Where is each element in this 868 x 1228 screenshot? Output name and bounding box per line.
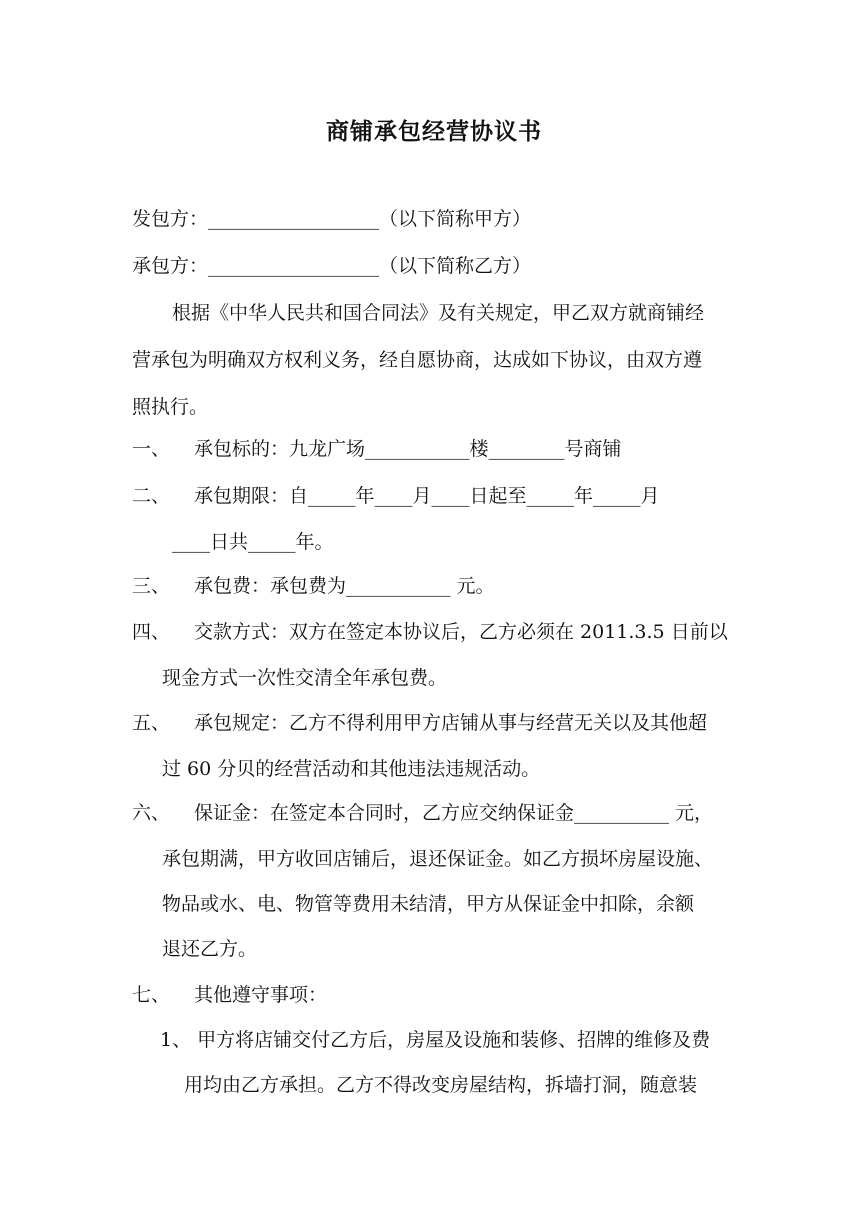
document-title: 商铺承包经营协议书 [326,119,542,145]
party-a-line: 发包方：__________________（以下简称甲方） [132,208,532,230]
clause-number: 四、 [132,621,171,643]
party-b-line: 承包方：__________________（以下简称乙方） [132,255,532,277]
clause-text: 交款方式：双方在签定本协议后，乙方必须在 2011.3.5 日前以 [194,621,728,643]
clause-text: 现金方式一次性交清全年承包费。 [162,667,448,689]
preamble-line: 照执行。 [132,396,209,418]
clause-number: 六、 [132,802,171,824]
clause-text: 保证金：在签定本合同时，乙方应交纳保证金__________ 元， [194,802,714,824]
clause-text: 承包期限：自_____年____月____日起至_____年_____月 [194,485,660,507]
sub-clause-text: 1、 甲方将店铺交付乙方后，房屋及设施和装修、招牌的维修及费 [160,1029,711,1051]
clause-text: 承包规定：乙方不得利用甲方店铺从事与经营无关以及其他超 [194,712,708,734]
clause-text: 过 60 分贝的经营活动和其他违法违规活动。 [162,758,541,780]
clause-text: 其他遵守事项： [194,984,328,1006]
preamble-line: 根据《中华人民共和国合同法》及有关规定，甲乙双方就商铺经 [172,302,705,324]
clause-text: 承包标的：九龙广场___________楼________号商铺 [194,438,622,460]
clause-number: 二、 [132,485,171,507]
sub-clause-text: 用均由乙方承担。乙方不得改变房屋结构，拆墙打洞，随意装 [184,1074,698,1096]
clause-number: 五、 [132,712,171,734]
clause-number: 七、 [132,984,171,1006]
clause-number: 三、 [132,575,171,597]
clause-text: 承包费：承包费为___________ 元。 [194,575,495,597]
clause-number: 一、 [132,438,171,460]
clause-text: 承包期满，甲方收回店铺后，退还保证金。如乙方损坏房屋设施、 [162,848,714,870]
clause-text: 物品或水、电、物管等费用未结清，甲方从保证金中扣除，余额 [162,893,695,915]
preamble-line: 营承包为明确双方权利义务，经自愿协商，达成如下协议，由双方遵 [132,349,703,371]
clause-text: 退还乙方。 [162,938,258,960]
clause-text: ____日共_____年。 [172,531,334,553]
